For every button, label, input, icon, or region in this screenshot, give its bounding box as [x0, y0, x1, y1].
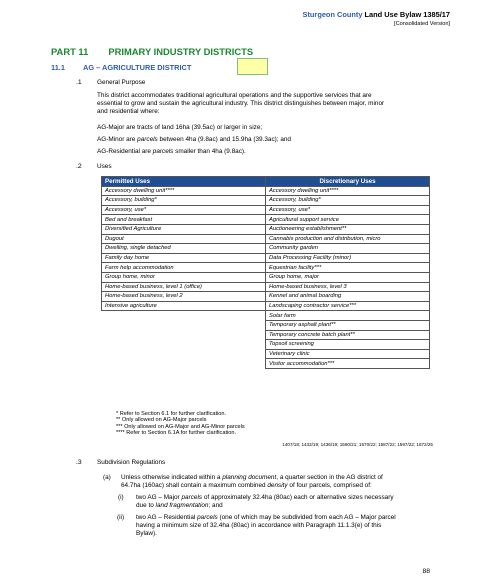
table-row: [102, 196, 430, 206]
empty-cell: [102, 330, 266, 340]
text-segment: (one of which may be subdivided from each AG – Major parcel: [217, 514, 396, 521]
text-segment: due to: [136, 502, 156, 510]
text-line: essential to grow and sustain the agricultural industry. This district distinguishes between major, minor: [97, 100, 385, 108]
text-segment: 64.7ha (160ac) shall contain a maximum combined: [121, 482, 268, 490]
text-segment: ; and: [208, 502, 223, 510]
discretionary-use-cell: Group home, major: [266, 272, 430, 282]
text-segment: two AG – Major: [136, 494, 182, 501]
subsection-3-heading: Subdivision Regulations: [97, 459, 166, 466]
part-heading: [51, 46, 253, 57]
discretionary-use-cell: Agricultural support service: [266, 215, 430, 225]
permitted-use-cell: Home-based business, level 1 (office): [102, 282, 266, 292]
footnote: *** Only allowed on AG-Major and AG-Minor parcels: [116, 423, 245, 430]
subsection-1-number: .1: [76, 79, 82, 86]
defined-term: parcels: [152, 148, 174, 155]
clause-ii-text: [136, 514, 396, 539]
permitted-use-cell: Family day home: [102, 253, 266, 263]
table-row: [102, 215, 430, 225]
defined-term: density: [267, 482, 288, 490]
footnote: **** Refer to Section 6.1A for further clarification.: [116, 430, 237, 437]
clause-a-label: (a): [103, 474, 111, 481]
permitted-use-cell: Intensive agriculture: [102, 301, 266, 311]
clause-a-text: [121, 474, 383, 490]
highlight-box: [237, 58, 268, 75]
table-row: [102, 340, 430, 350]
permitted-use-cell: Group home, minor: [102, 272, 266, 282]
clause-i-text: [136, 494, 394, 510]
text-line: and residential where:: [97, 108, 160, 116]
discretionary-use-cell: Solar farm: [266, 311, 430, 321]
permitted-uses-header: Permitted Uses: [102, 177, 266, 187]
text-segment: of four parcels, comprised of:: [287, 482, 372, 490]
general-purpose-text: [97, 92, 384, 117]
text-segment: Bylaw).: [136, 530, 157, 538]
discretionary-use-cell: Community garden: [266, 244, 430, 254]
clause-i-label: (i): [118, 494, 124, 501]
permitted-use-cell: Diversified Agriculture: [102, 224, 266, 234]
text-line: [121, 482, 383, 490]
table-row: [102, 253, 430, 263]
permitted-use-cell: Farm help accommodation: [102, 263, 266, 273]
text-segment: AG-Residential are: [97, 148, 153, 155]
permitted-use-cell: Accessory dwelling unit****: [102, 186, 266, 196]
table-row: [102, 330, 430, 340]
text-segment: , a quarter section in the AG district of: [276, 474, 383, 481]
section-number: 11.1: [51, 63, 65, 72]
document-header: [303, 10, 450, 19]
discretionary-use-cell: Cannabis production and distribution, micro: [266, 234, 430, 244]
table-row: [102, 311, 430, 321]
page-number: 88: [422, 568, 430, 575]
subsection-2-number: .2: [76, 163, 82, 170]
section-title: AG – AGRICULTURE DISTRICT: [82, 63, 192, 72]
text-line: [136, 514, 396, 522]
discretionary-use-cell: Temporary concrete batch plant**: [266, 330, 430, 340]
discretionary-use-cell: Landscaping contractor service***: [266, 301, 430, 311]
uses-table-body: [102, 186, 430, 368]
text-line: [136, 522, 396, 530]
discretionary-uses-header: Discretionary Uses: [266, 177, 430, 187]
text-segment: of approximately 32.4ha (80ac) each or alternative sizes necessary: [202, 494, 394, 501]
text-line: [136, 502, 394, 510]
definition-ag-minor: [97, 136, 291, 144]
discretionary-use-cell: Accessory, use*: [266, 205, 430, 215]
table-row: [102, 272, 430, 282]
amendment-references: 1407/18; 1432/19; 1436/19; 1560/21; 1570/22; 1587/22; 1597/22; 1672/25: [282, 442, 433, 447]
table-header-row: [102, 177, 430, 187]
empty-cell: [102, 311, 266, 321]
text-segment: Unless otherwise indicated within a: [121, 474, 223, 481]
permitted-use-cell: Dugout: [102, 234, 266, 244]
text-line: [136, 494, 394, 502]
permitted-use-cell: Accessory, use*: [102, 205, 266, 215]
table-row: [102, 292, 430, 302]
table-row: [102, 359, 430, 369]
defined-term: parcels: [181, 494, 203, 501]
text-line: This district accommodates traditional agricultural operations and the supportive services that are: [97, 92, 372, 99]
subsection-2-heading: Uses: [97, 163, 112, 170]
text-segment: two AG – Residential: [136, 514, 198, 521]
county-name: Sturgeon County: [302, 10, 363, 19]
permitted-use-cell: Accessory, building*: [102, 196, 266, 206]
discretionary-use-cell: Equestrian facility***: [266, 263, 430, 273]
discretionary-use-cell: Auctioneering establishment**: [266, 224, 430, 234]
consolidated-label: [Consolidated Version]: [394, 21, 450, 27]
definition-ag-residential: [97, 148, 246, 156]
text-line: [121, 474, 383, 482]
footnote: ** Only allowed on AG-Major parcels: [116, 417, 207, 424]
table-footnotes: [116, 411, 245, 437]
discretionary-use-cell: Temporary asphalt plant**: [266, 320, 430, 330]
defined-term: land fragmentation: [155, 502, 209, 510]
table-row: [102, 263, 430, 273]
text-segment: between 4ha (9.8ac) and 15.9ha (39.3ac); and: [157, 136, 291, 143]
text-segment: smaller than 4ha (9.8ac).: [173, 148, 246, 155]
defined-term: parcels: [197, 514, 218, 521]
uses-table: [101, 176, 430, 369]
table-row: [102, 224, 430, 234]
bylaw-title: Land Use Bylaw 1385/17: [364, 10, 450, 19]
section-heading: [51, 63, 191, 72]
empty-cell: [102, 340, 266, 350]
table-row: [102, 301, 430, 311]
discretionary-use-cell: Topsoil screening: [266, 340, 430, 350]
empty-cell: [102, 320, 266, 330]
definition-ag-major: [97, 124, 262, 132]
table-row: [102, 320, 430, 330]
discretionary-use-cell: Accessory, building*: [266, 196, 430, 206]
text-segment: AG-Major are tracts of land 16ha (39.5ac) or larger in size;: [97, 124, 263, 131]
table-row: [102, 349, 430, 359]
part-title: PRIMARY INDUSTRY DISTRICTS: [108, 46, 254, 57]
part-number: PART 11: [51, 46, 89, 57]
discretionary-use-cell: Data Processing Facility (minor): [266, 253, 430, 263]
subsection-1-heading: General Purpose: [97, 79, 146, 86]
defined-term: parcels: [137, 136, 158, 143]
discretionary-use-cell: Visitor accommodation***: [266, 359, 430, 369]
text-segment: AG-Minor are: [97, 136, 138, 143]
text-line: [136, 530, 396, 538]
empty-cell: [102, 349, 266, 359]
permitted-use-cell: Home-based business, level 2: [102, 292, 266, 302]
subsection-3-number: .3: [76, 459, 82, 466]
table-row: [102, 282, 430, 292]
discretionary-use-cell: Veterinary clinic: [266, 349, 430, 359]
table-row: [102, 234, 430, 244]
table-row: [102, 186, 430, 196]
discretionary-use-cell: Home-based business, level 3: [266, 282, 430, 292]
footnote: * Refer to Section 6.1 for further clarification.: [116, 411, 227, 417]
empty-cell: [102, 359, 266, 369]
table-row: [102, 244, 430, 254]
text-segment: having a minimum size of 32.4ha (80ac) in accordance with Paragraph 11.1.3(e) of this: [136, 522, 382, 530]
defined-term: planning document: [222, 474, 277, 481]
discretionary-use-cell: Kennel and animal boarding: [266, 292, 430, 302]
table-row: [102, 205, 430, 215]
permitted-use-cell: Bed and breakfast: [102, 215, 266, 225]
clause-ii-label: (ii): [117, 514, 125, 521]
discretionary-use-cell: Accessory dwelling unit****: [266, 186, 430, 196]
permitted-use-cell: Dwelling, single detached: [102, 244, 266, 254]
